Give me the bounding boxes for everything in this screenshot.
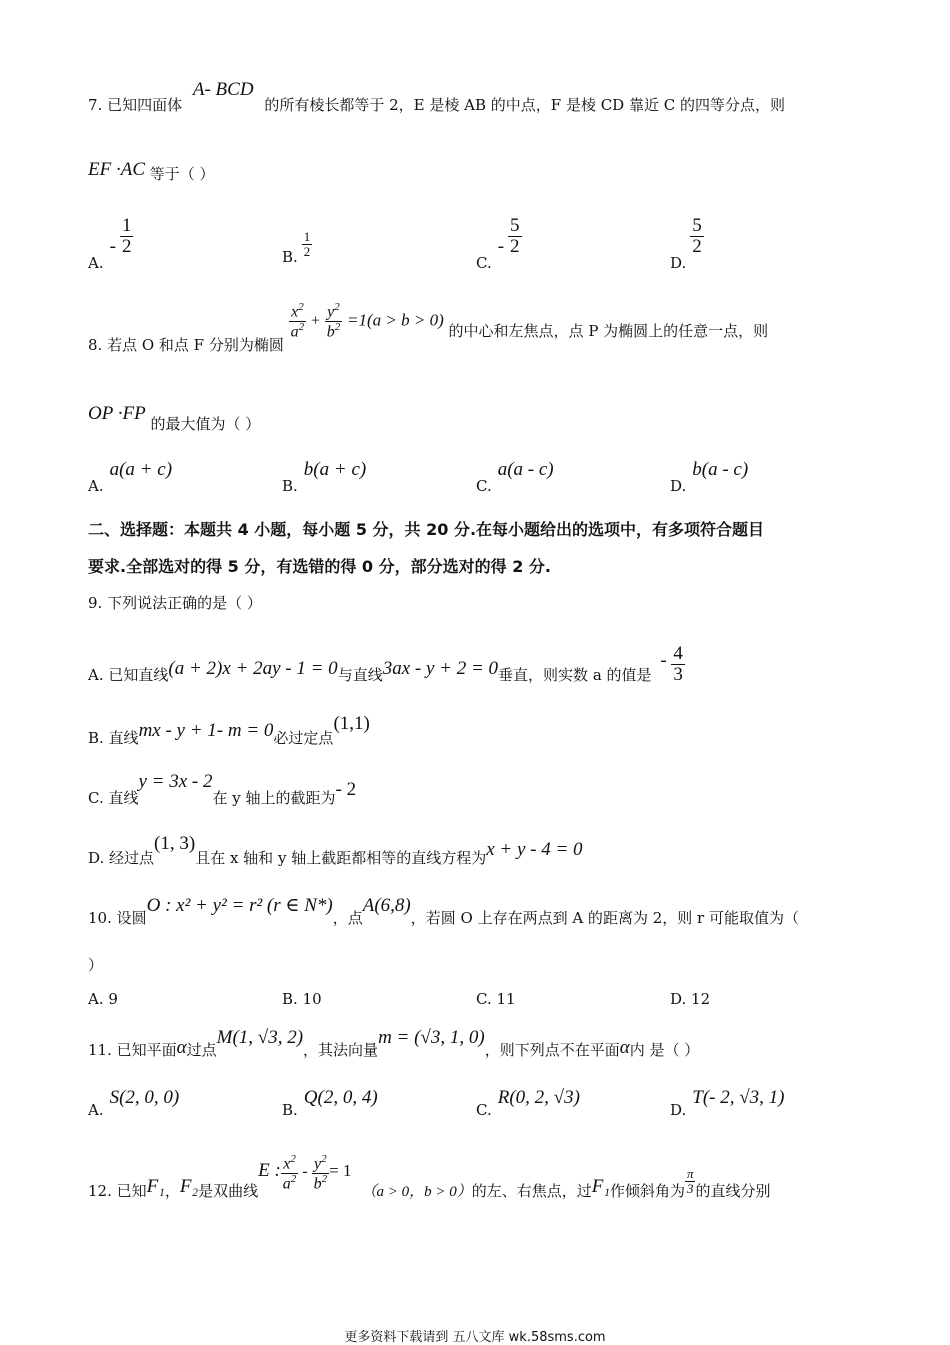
q12-line1 [88, 1148, 771, 1200]
q10-option-b: B. 10 [282, 990, 322, 1008]
q12-E-label: E : [258, 1159, 281, 1181]
q12-f2: F₂ [179, 1175, 199, 1197]
q12-mid: 是双曲线 [198, 1181, 259, 1200]
q12-sep: ， [164, 1181, 180, 1200]
q7-tail: 等于（ ） [149, 165, 215, 183]
q8-plus: + [310, 312, 320, 330]
q8-ellipse-y-frac: $\frac{y^2}{b^2}$ [326, 301, 341, 341]
q10-mid: ，点 [332, 909, 363, 927]
q8-ellipse-rest: =1(a > b > 0) [347, 310, 444, 330]
q12-hyper-x-frac: $\frac{x^2}{a^2}$ [282, 1153, 297, 1193]
q8-dot-product: OP ·FP [88, 403, 146, 424]
q8-option-b: B.b(a + c) [282, 459, 367, 495]
q8-prefix: 8. 若点 O 和点 F 分别为椭圆 [88, 335, 284, 354]
q8-option-a: A.a(a + c) [88, 459, 173, 495]
q10-close-paren: ） [88, 956, 104, 974]
q10-line1 [88, 895, 799, 927]
q10-option-c: C. 11 [476, 990, 516, 1008]
q9-d-point: (1, 3) [154, 833, 196, 854]
q11-option-a: A.S(2, 0, 0) [88, 1087, 180, 1119]
q12-post3: 的直线分别 [695, 1181, 771, 1200]
q11-normal-vector: m = (√3, 1, 0) [378, 1027, 485, 1048]
q10-point-a: A(6,8) [362, 895, 411, 916]
q9-c-mid: 在 y 轴上的截距为 [212, 789, 336, 807]
q9-a-fraction: $\frac{4}{3}$ [673, 643, 683, 685]
q7-option-b: B. $\frac{1}{2}$ [282, 229, 311, 267]
q9-a-prefix: A. 已知直线 [88, 666, 169, 685]
q8-tail: 的最大值为（ ） [150, 415, 261, 433]
q7-dot-product: EF ·AC [88, 159, 145, 180]
q9-stem: 9. 下列说法正确的是（ ） [88, 594, 262, 612]
q12-angle-frac: $\frac{\pi}{3}$ [686, 1166, 694, 1197]
q8-suffix: 的中心和左焦点，点 P 为椭圆上的任意一点，则 [448, 321, 769, 340]
q12-condition: （a > 0，b > 0） [361, 1183, 472, 1200]
q9-b-equation: mx - y + 1- m = 0 [138, 720, 274, 741]
q9-b-point: (1,1) [333, 713, 370, 734]
q9-option-d [88, 833, 583, 867]
section2-heading-line2: 要求.全部选对的得 5 分，有选错的得 0 分，部分选对的得 2 分. [88, 557, 551, 576]
q11-post2: 内 是（ ） [629, 1041, 700, 1059]
q12-eq-rest: = 1 [329, 1160, 352, 1180]
q11-mid2: ，其法向量 [303, 1041, 379, 1059]
q12-minus: - [298, 1162, 312, 1180]
q10-post: ，若圆 O 上存在两点到 A 的距离为 2，则 r 可能取值为（ [410, 909, 799, 927]
q9-option-c [88, 771, 357, 807]
q8-line2 [88, 403, 261, 433]
q11-line1 [88, 1027, 700, 1059]
section2-heading-line1: 二、选择题：本题共 4 小题，每小题 5 分，共 20 分.在每小题给出的选项中，有多项符合题目 [88, 520, 765, 539]
q12-f1-2: F₁ [591, 1175, 610, 1197]
q9-b-mid: 必过定点 [273, 729, 334, 747]
q9-c-value: - 2 [335, 779, 357, 800]
q11-point-m: M(1, √3, 2) [216, 1027, 304, 1048]
q7-option-c: C.- $\frac{5}{2}$ [476, 215, 520, 273]
q11-alpha-2: α [619, 1037, 630, 1058]
q12-hyper-y-frac: $\frac{y^2}{b^2}$ [313, 1153, 328, 1193]
q7-option-d: D. $\frac{5}{2}$ [670, 215, 702, 273]
q7-mid: 的所有棱长都等于 2， [264, 96, 414, 114]
q12-f1: F₁ [146, 1175, 165, 1197]
q7-option-a: A.- $\frac{1}{2}$ [88, 215, 132, 273]
q9-d-mid: 且在 x 轴和 y 轴上截距都相等的直线方程为 [195, 849, 487, 867]
q7-text2-wrap [264, 96, 785, 114]
q10-option-d: D. 12 [670, 990, 711, 1008]
q9-a-mid: 与直线 [337, 666, 383, 685]
q9-a-line2: 3ax - y + 2 = 0 [382, 658, 499, 680]
q11-option-d: D.T(- 2, √3, 1) [670, 1087, 785, 1119]
q9-option-b [88, 713, 370, 747]
q8-ellipse-x-frac: $\frac{x^2}{a^2}$ [290, 301, 305, 341]
q11-option-b: B.Q(2, 0, 4) [282, 1087, 378, 1119]
q9-d-equation: x + y - 4 = 0 [486, 839, 583, 860]
q11-alpha: α [176, 1037, 187, 1058]
q12-post2: 作倾斜角为 [609, 1181, 685, 1200]
q10-prefix: 10. 设圆 [88, 909, 147, 927]
q9-a-post: 垂直，则实数 a 的值是 [498, 666, 652, 685]
q9-a-line1: (a + 2)x + 2ay - 1 = 0 [168, 658, 338, 680]
q9-option-a [88, 632, 685, 685]
q9-d-prefix: D. 经过点 [88, 849, 155, 867]
page-footer: 更多资料下载请到 五八文库 wk.58sms.com [344, 1330, 606, 1345]
q10-option-a: A. 9 [88, 990, 118, 1008]
q11-option-c: C.R(0, 2, √3) [476, 1087, 580, 1119]
q11-prefix: 11. 已知平面 [88, 1041, 177, 1059]
q7-line2 [88, 159, 215, 183]
q7-tetrahedron: A- BCD [192, 79, 254, 100]
q8-option-c: C.a(a - c) [476, 459, 554, 495]
q7-text2: E 是棱 AB 的中点，F 是棱 CD 靠近 C 的四等分点，则 [413, 96, 785, 114]
q7-line1 [88, 79, 785, 114]
q9-c-equation: y = 3x - 2 [138, 771, 213, 792]
q9-c-prefix: C. 直线 [88, 789, 139, 807]
q12-post: 的左、右焦点，过 [471, 1181, 592, 1200]
q8-option-d: D.b(a - c) [670, 459, 749, 495]
q9-b-prefix: B. 直线 [88, 729, 139, 747]
q10-circle-equation: O : x² + y² = r² (r ∈ N*) [146, 895, 333, 916]
q12-prefix: 12. 已知 [88, 1181, 147, 1200]
q11-mid1: 过点 [186, 1041, 217, 1059]
q11-post: ，则下列点不在平面 [484, 1041, 620, 1059]
q9-a-sign: - [660, 650, 667, 672]
q8-line1 [88, 301, 769, 354]
q7-prefix: 7. 已知四面体 [88, 96, 183, 114]
